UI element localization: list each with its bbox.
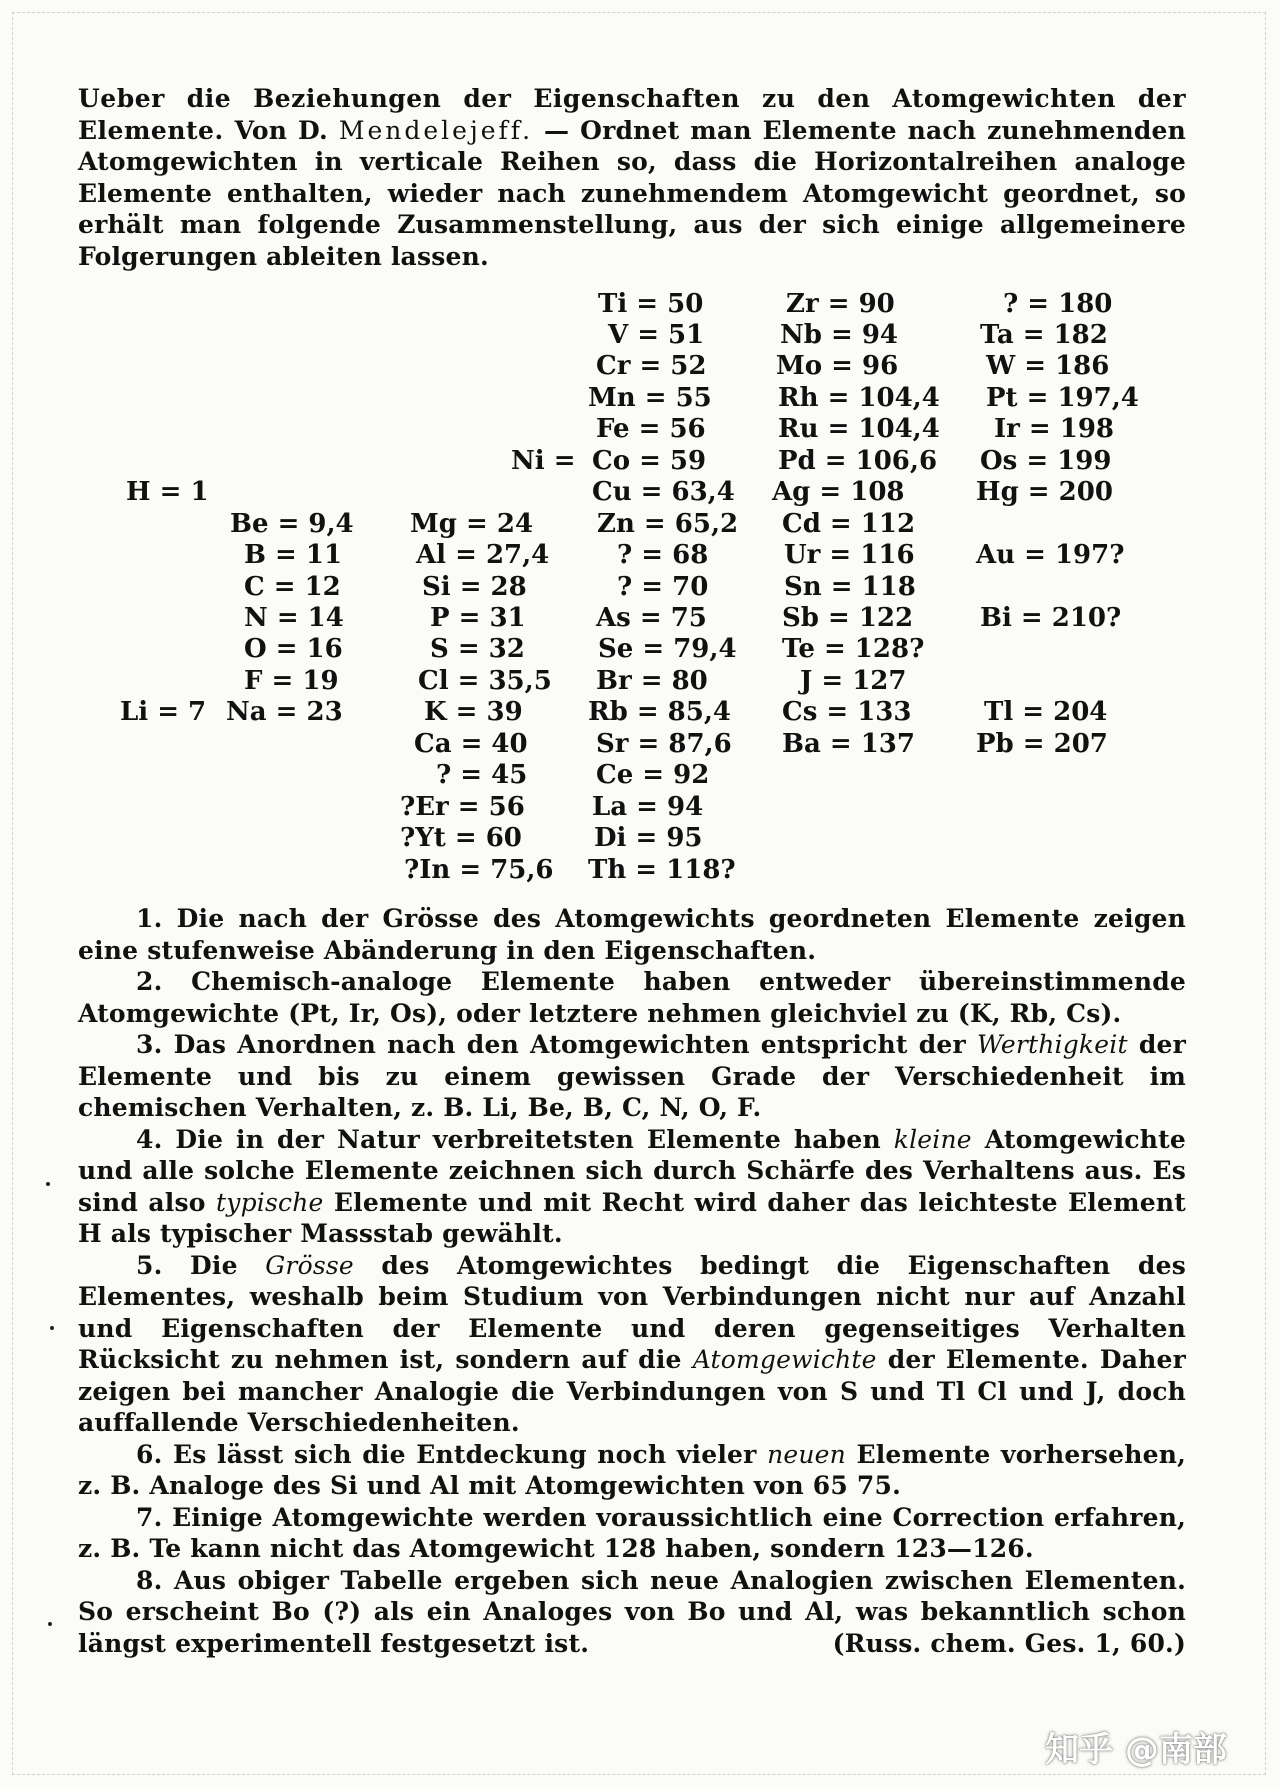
element-cell: Te = 128? [782, 634, 925, 664]
element-cell: Sn = 118 [784, 572, 916, 602]
element-cell: Rb = 85,4 [588, 697, 731, 727]
element-cell: P = 31 [430, 603, 526, 633]
conclusion-6 [78, 1439, 1186, 1502]
element-cell-h: H = 1 [126, 477, 209, 507]
element-cell: Pd = 106,6 [778, 446, 938, 476]
conclusion-4 [78, 1124, 1186, 1250]
element-cell: Ir = 198 [994, 414, 1115, 444]
element-cell: Cu = 63,4 [592, 477, 735, 507]
element-cell: F = 19 [244, 666, 339, 696]
scan-speck [48, 1622, 52, 1626]
element-cell: Br = 80 [596, 666, 708, 696]
conclusion-3-text: 3. Das Anordnen nach den Atomgewichten entspricht der [136, 1030, 966, 1059]
element-cell: S = 32 [430, 634, 525, 664]
element-cell: Ca = 40 [414, 729, 528, 759]
conclusion-5-text-mid: des Atomgewichtes bedingt die Eigenschaften des Elementes, weshalb beim Studium von Verbindungen nicht nur auf Anzahl und Eigenschaften der Elemente und deren gegenseitiges Verhalten Rücksicht zu nehmen ist, sondern auf die [78, 1250, 1186, 1374]
element-cell: Na = 23 [226, 697, 343, 727]
element-cell: V = 51 [608, 320, 705, 350]
element-cell: O = 16 [244, 634, 343, 664]
conclusion-4-text-end: Elemente und mit Recht wird daher das leichteste Element H als typischer Massstab gewählt. [78, 1187, 1186, 1248]
conclusion-3 [78, 1029, 1186, 1124]
element-cell: Au = 197? [976, 540, 1125, 570]
conclusions-list [78, 903, 1186, 1659]
element-cell: Si = 28 [422, 572, 527, 602]
conclusion-1: 1. Die nach der Grösse des Atomgewichts geordneten Elemente zeigen eine stufenweise Abänderung in den Eigenschaften. [78, 904, 1186, 965]
element-cell: J = 127 [800, 666, 907, 696]
source-citation: (Russ. chem. Ges. 1, 60.) [832, 1628, 1186, 1658]
element-cell: Cl = 35,5 [418, 666, 552, 696]
element-cell: Bi = 210? [980, 603, 1122, 633]
conclusion-6-text-end: Elemente vorhersehen, z. B. Analoge des Si und Al mit Atomgewichten von 65 75. [78, 1439, 1187, 1500]
conclusion-5-emphasis-2: Atomgewichte [692, 1345, 877, 1374]
element-cell-li: Li = 7 [120, 697, 207, 727]
element-cell: W = 186 [986, 351, 1110, 381]
element-cell: Nb = 94 [780, 320, 899, 350]
article-title: Ueber die Beziehungen der Eigenschaften zu den Atomgewichten der Elemente. [78, 84, 1186, 145]
conclusion-8-text: 8. Aus obiger Tabelle ergeben sich neue Analogien zwischen Elementen. So erscheint Bo (?) als ein Analoges von Bo und Al, was bekanntlich schon längst experimentell festgesetzt ist. [78, 1565, 1186, 1658]
conclusion-7: 7. Einige Atomgewichte werden voraussichtlich eine Correction erfahren, z. B. Te kann nicht das Atomgewicht 128 haben, sondern 123—126. [78, 1502, 1186, 1563]
element-cell: Mo = 96 [776, 351, 899, 381]
element-cell: Sr = 87,6 [596, 729, 732, 759]
element-cell: B = 11 [244, 540, 343, 570]
element-cell: Ta = 182 [980, 320, 1108, 350]
element-cell: Sb = 122 [782, 603, 914, 633]
conclusion-8 [78, 1565, 1186, 1660]
element-cell: Be = 9,4 [230, 509, 354, 539]
conclusion-4-emphasis-1: kleine [893, 1124, 972, 1154]
element-cell: As = 75 [596, 603, 707, 633]
conclusion-5-text: 5. Die [136, 1250, 238, 1280]
element-cell: Co = 59 [592, 446, 707, 476]
element-cell: ?In = 75,6 [404, 855, 554, 885]
element-cell: Ru = 104,4 [778, 414, 940, 444]
element-cell: Cd = 112 [782, 509, 916, 539]
element-cell: ? = 180 [1003, 289, 1113, 319]
element-cell: Zr = 90 [786, 289, 895, 319]
element-cell: Pb = 207 [976, 729, 1108, 759]
element-cell: ?Yt = 60 [400, 823, 522, 853]
conclusion-4-text-mid: Atomgewichte und alle solche Elemente zeichnen sich durch Schärfe des Verhaltens aus. Es sind also [78, 1124, 1186, 1217]
element-cell: Os = 199 [980, 446, 1112, 476]
element-cell: C = 12 [244, 572, 341, 602]
conclusion-6-text: 6. Es lässt sich die Entdeckung noch vieler [136, 1439, 757, 1469]
conclusion-6-emphasis: neuen [767, 1439, 846, 1469]
scan-speck [50, 1326, 54, 1330]
element-cell: Tl = 204 [984, 697, 1108, 727]
element-cell: Fe = 56 [596, 414, 706, 444]
conclusion-3-text-end: der Elemente und bis zu einem gewissen Grade der Verschiedenheit im chemischen Verhalten, z. B. Li, Be, B, C, N, O, F. [78, 1030, 1187, 1122]
element-cell: Se = 79,4 [598, 634, 737, 664]
intro-body: — Ordnet man Elemente nach zunehmenden Atomgewichten in verticale Reihen so, dass die Horizontalreihen analoge Elemente enthalten, wieder nach zunehmendem Atomgewicht geordnet, so erhält man folgende Zusammenstellung, aus der sich einige allgemeinere Folgerungen ableiten lassen. [78, 115, 1187, 271]
author-prefix: Von D. [234, 115, 328, 145]
element-cell: Pt = 197,4 [986, 383, 1139, 413]
element-cell: N = 14 [244, 603, 344, 633]
element-cell: Zn = 65,2 [597, 509, 739, 539]
element-cell: Ag = 108 [772, 477, 905, 507]
conclusion-3-emphasis: Werthigkeit [976, 1030, 1128, 1059]
author-name: Mendelejeff. [338, 115, 534, 145]
element-cell: Mn = 55 [588, 383, 712, 413]
element-cell: Cs = 133 [782, 697, 912, 727]
element-cell: Cr = 52 [596, 351, 707, 381]
element-cell-ni: Ni = [511, 446, 576, 476]
element-cell: Th = 118? [588, 855, 736, 885]
element-cell: ? = 45 [436, 760, 528, 790]
conclusion-5-emphasis-1: Grösse [265, 1250, 354, 1280]
element-cell: ? = 68 [617, 540, 709, 570]
scan-speck [46, 1182, 50, 1186]
element-cell: Di = 95 [594, 823, 703, 853]
conclusion-4-text: 4. Die in der Natur verbreitetsten Elemente haben [136, 1124, 881, 1154]
element-cell: Ce = 92 [596, 760, 710, 790]
conclusion-5 [78, 1250, 1186, 1439]
conclusion-2: 2. Chemisch-analoge Elemente haben entweder übereinstimmende Atomgewichte (Pt, Ir, Os), oder letztere nehmen gleichviel zu (K, Rb, Cs). [78, 967, 1186, 1028]
intro-paragraph [78, 83, 1186, 272]
element-cell: Mg = 24 [410, 509, 534, 539]
element-cell: ? = 70 [617, 572, 709, 602]
watermark: 知乎 @南部 [1045, 1730, 1227, 1770]
element-cell: Ur = 116 [784, 540, 915, 570]
element-cell: La = 94 [592, 792, 704, 822]
element-cell: Al = 27,4 [416, 540, 550, 570]
element-cell: ?Er = 56 [400, 792, 525, 822]
element-cell: Ba = 137 [782, 729, 915, 759]
conclusion-5-text-end: der Elemente. Daher zeigen bei mancher Analogie die Verbindungen von S und Tl Cl und J, doch auffallende Verschiedenheiten. [78, 1345, 1187, 1437]
element-cell: Ti = 50 [598, 289, 704, 319]
element-cell: Hg = 200 [976, 477, 1113, 507]
element-cell: K = 39 [424, 697, 523, 727]
element-cell: Rh = 104,4 [778, 383, 940, 413]
conclusion-4-emphasis-2: typische [216, 1187, 324, 1217]
